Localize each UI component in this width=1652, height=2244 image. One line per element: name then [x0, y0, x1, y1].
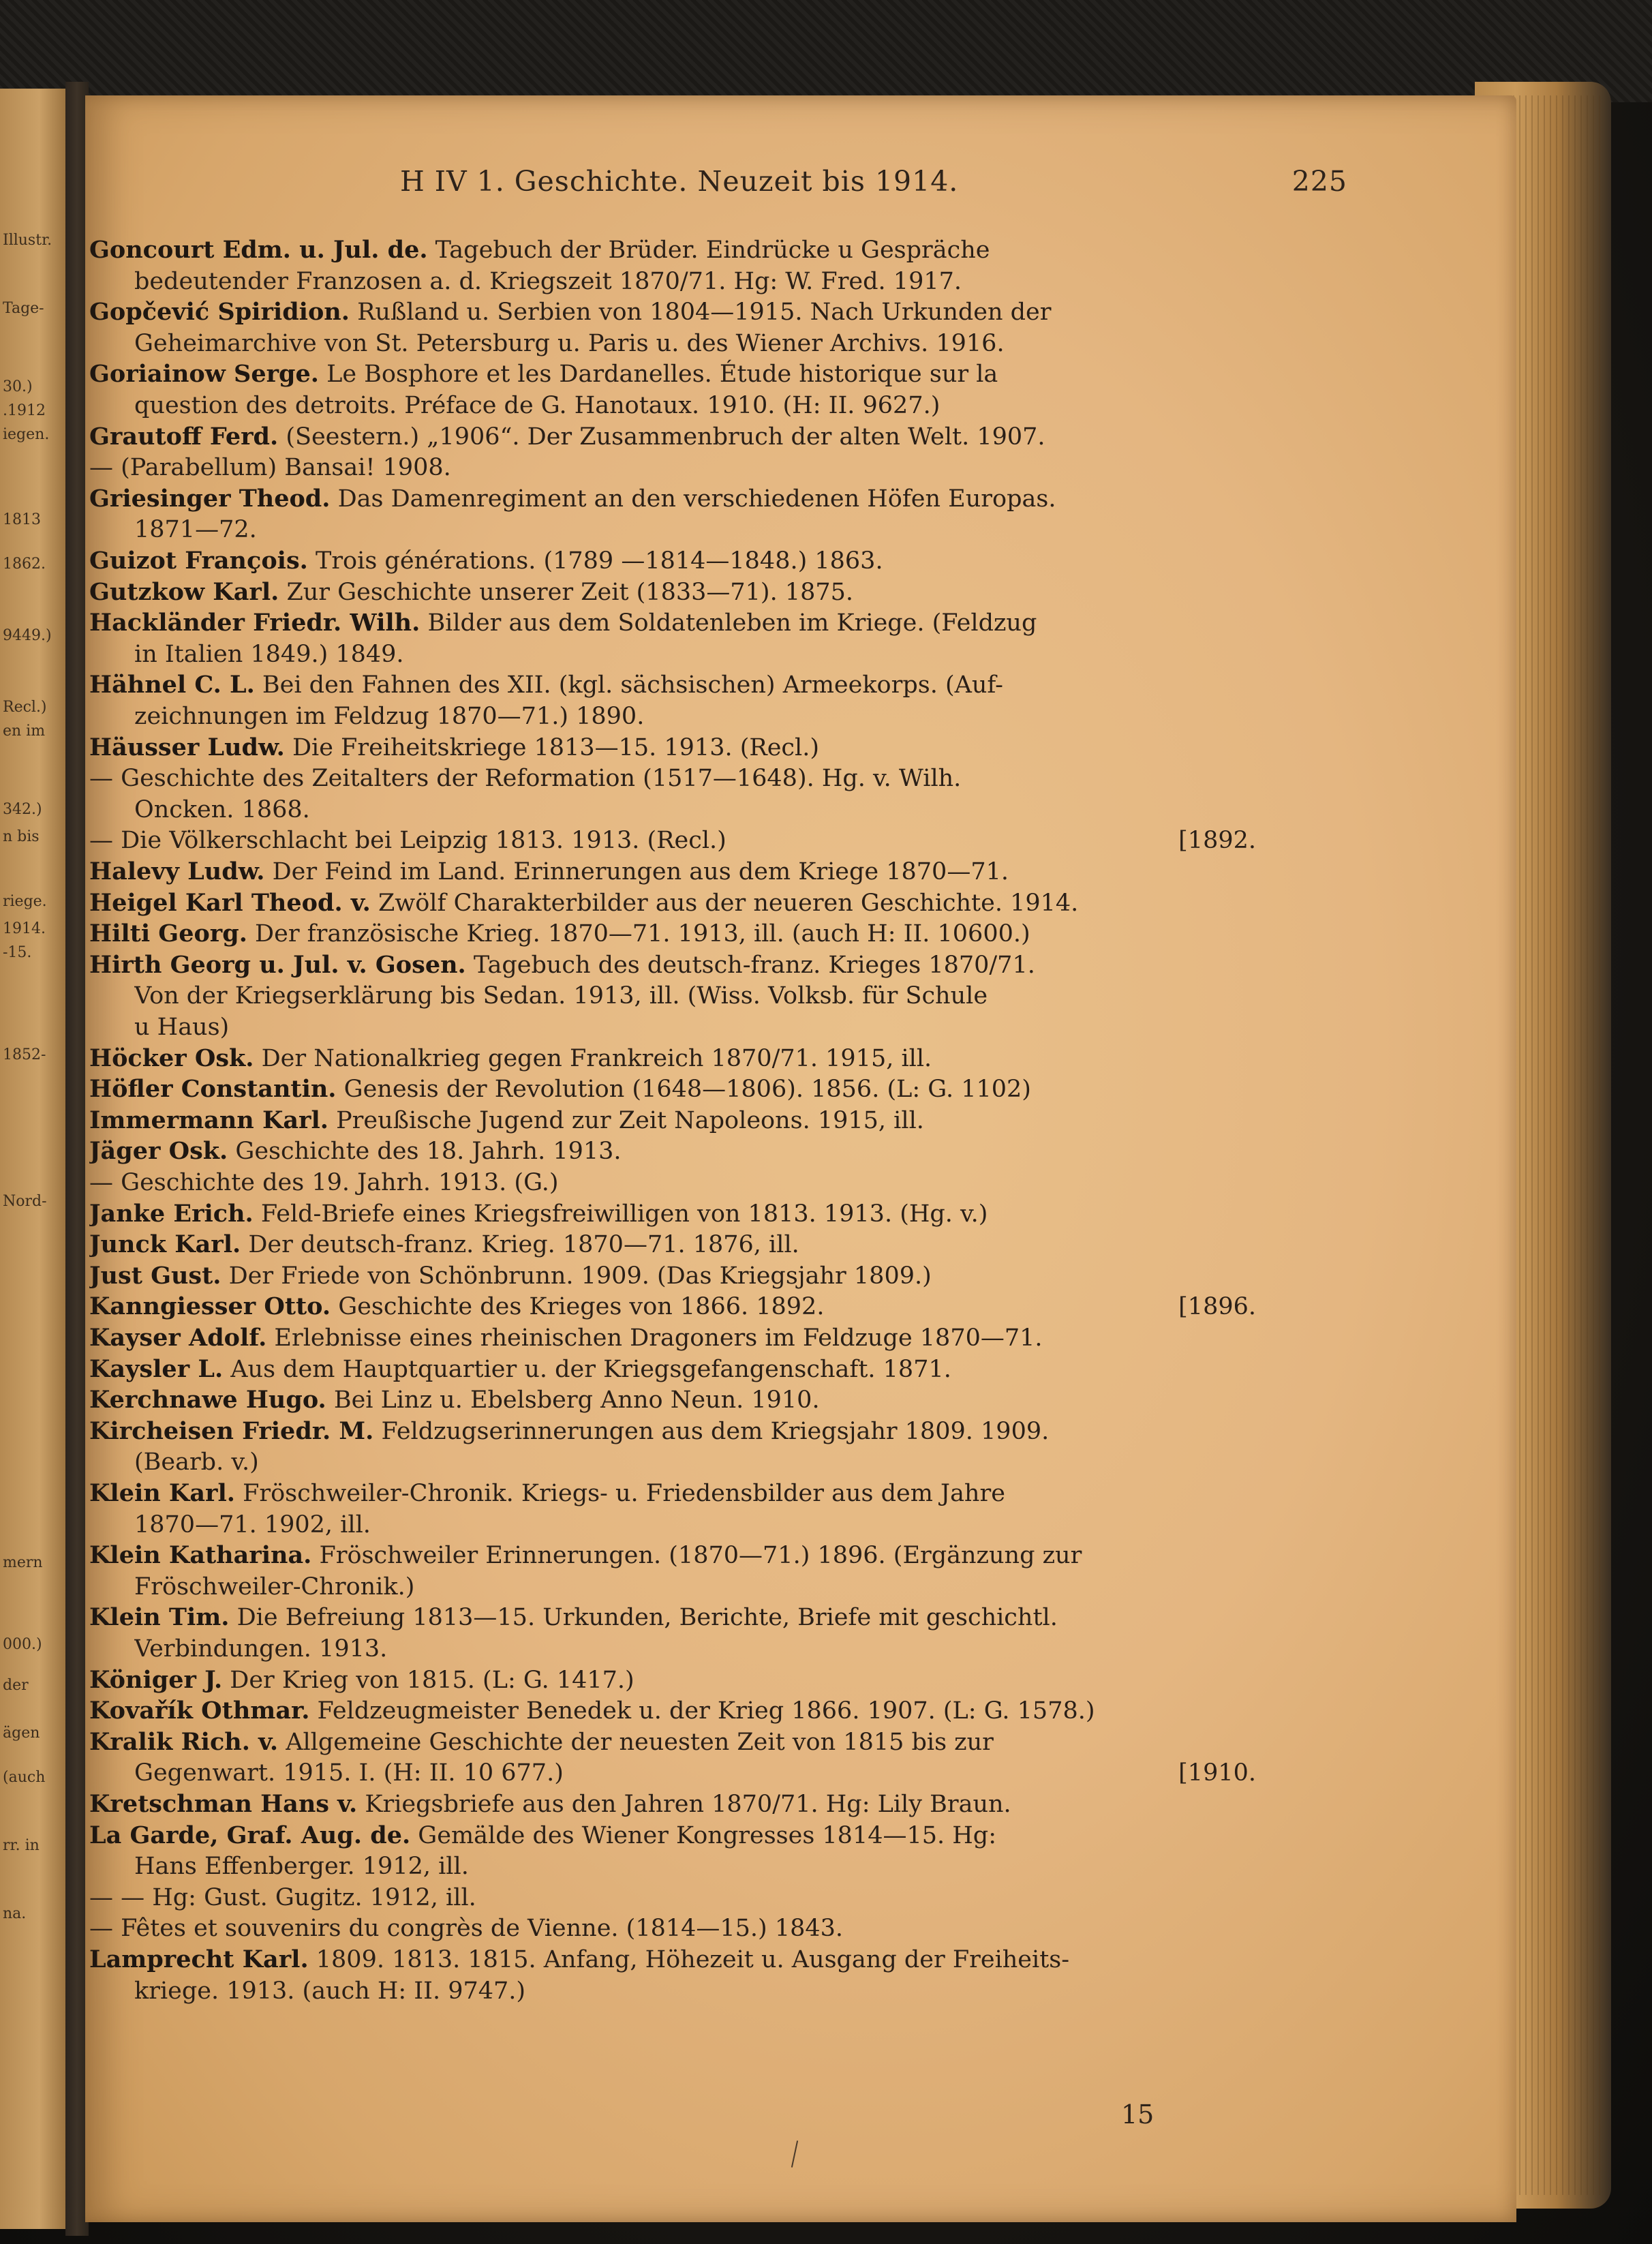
entry-line	[89, 484, 1256, 514]
entry-line	[89, 1696, 1256, 1726]
previous-page-fragment: riege.	[3, 893, 47, 910]
entry-text: (Seestern.) „1906“. Der Zusammenbruch der alten Welt. 1907.	[278, 423, 1045, 451]
entry-text: Der französische Krieg. 1870—71. 1913, ill. (auch H: II. 10600.)	[247, 920, 1030, 948]
entry-text: 1871—72.	[134, 516, 257, 544]
entry-text: — Fêtes et souvenirs du congrès de Vienne. (1814—15.) 1843.	[89, 1915, 844, 1943]
entry-text: Gegenwart. 1915. I. (H: II. 10 677.)	[134, 1759, 564, 1787]
entry-year-bracket: [1910.	[1178, 1759, 1256, 1787]
entry-text: Tagebuch des deutsch-franz. Krieges 1870/71.	[465, 951, 1035, 979]
entry-line	[89, 608, 1256, 638]
entry-text: u Haus)	[134, 1014, 230, 1041]
entry-line	[134, 1447, 1256, 1477]
previous-page-fragment: -15.	[3, 944, 32, 961]
entry-author: Griesinger Theod.	[89, 484, 331, 513]
entry-text: Tagebuch der Brüder. Eindrücke u Gespräche	[427, 237, 990, 264]
page-number: 225	[1291, 165, 1347, 198]
entry-text: Der Krieg von 1815. (L: G. 1417.)	[222, 1666, 634, 1694]
entry-line	[89, 546, 1256, 576]
entry-text: Der Friede von Schönbrunn. 1909. (Das Kriegsjahr 1809.)	[221, 1262, 932, 1290]
entry-line	[89, 950, 1256, 980]
entry-line	[134, 329, 1256, 359]
entry-author: Grautoff Ferd.	[89, 422, 279, 451]
entry-author: Häusser Ludw.	[89, 733, 285, 761]
previous-page-fragment: n bis	[3, 828, 40, 845]
entry-text: question des detroits. Préface de G. Hanotaux. 1910. (H: II. 9627.)	[134, 392, 940, 419]
entry-author: La Garde, Graf. Aug. de.	[89, 1821, 411, 1849]
entry-line	[89, 1416, 1256, 1446]
entry-line	[134, 1851, 1256, 1881]
previous-page-fragment: 1914.	[3, 920, 46, 937]
entry-text: Der deutsch-franz. Krieg. 1870—71. 1876, ill.	[241, 1231, 799, 1259]
entry-author: Goriainow Serge.	[89, 360, 319, 389]
entry-line	[134, 515, 1256, 545]
entry-line	[89, 1044, 1256, 1074]
entry-author: Klein Katharina.	[89, 1541, 312, 1570]
entry-author: Hähnel C. L.	[89, 671, 255, 699]
previous-page-fragment: Illustr.	[3, 232, 52, 249]
entry-text: Hans Effenberger. 1912, ill.	[134, 1853, 469, 1881]
entry-line	[134, 267, 1256, 297]
entry-line	[89, 1541, 1256, 1571]
entry-author: Hackländer Friedr. Wilh.	[89, 609, 420, 637]
book-page	[85, 95, 1516, 2222]
entry-text: Le Bosphore et les Dardanelles. Étude historique sur la	[318, 361, 998, 389]
entry-line	[89, 1261, 1256, 1291]
entry-author: Halevy Ludw.	[89, 858, 265, 885]
entry-line	[134, 1572, 1256, 1602]
entry-author: Kayser Adolf.	[89, 1324, 267, 1352]
header-title: H IV 1. Geschichte. Neuzeit bis 1914.	[400, 165, 959, 198]
entry-author: Kaysler L.	[89, 1354, 224, 1383]
entry-line	[89, 1199, 1256, 1229]
entry-line	[89, 1385, 1256, 1415]
entry-text: Oncken. 1868.	[134, 795, 310, 823]
entry-line	[89, 1603, 1256, 1633]
entry-line	[89, 763, 1256, 793]
entry-line	[89, 670, 1256, 700]
entry-text: Genesis der Revolution (1648—1806). 1856. (L: G. 1102)	[336, 1076, 1031, 1104]
entry-line	[89, 1074, 1256, 1104]
entry-text: kriege. 1913. (auch H: II. 9747.)	[134, 1977, 526, 2005]
entry-line	[89, 422, 1256, 452]
previous-page-fragment: Tage-	[3, 300, 44, 317]
previous-page-sliver	[0, 89, 65, 2229]
previous-page-fragment: 000.)	[3, 1636, 42, 1653]
entry-author: Gopčević Spiridion.	[89, 298, 350, 327]
entry-author: Guizot François.	[89, 547, 308, 575]
previous-page-fragment: 9449.)	[3, 627, 52, 644]
entry-line	[89, 825, 1256, 855]
entry-line	[134, 1976, 1256, 2006]
entry-text: in Italien 1849.) 1849.	[134, 640, 404, 668]
entry-text: Zwölf Charakterbilder aus der neueren Geschichte. 1914.	[370, 889, 1079, 917]
entry-author: Königer J.	[89, 1665, 223, 1694]
entry-author: Just Gust.	[89, 1261, 221, 1290]
previous-page-fragment: 1813	[3, 511, 41, 528]
entry-line	[89, 359, 1256, 389]
entry-text: (Bearb. v.)	[134, 1449, 259, 1476]
entry-line	[89, 1479, 1256, 1508]
entry-author: Klein Tim.	[89, 1603, 230, 1632]
entry-author: Janke Erich.	[89, 1199, 254, 1228]
entry-line	[89, 888, 1256, 918]
entry-text: Das Damenregiment an den verschiedenen Höfen Europas.	[330, 485, 1056, 513]
previous-page-fragment: 342.)	[3, 801, 42, 818]
entry-line	[89, 1230, 1256, 1260]
entry-author: Kovařík Othmar.	[89, 1697, 310, 1725]
entry-text: Verbindungen. 1913.	[134, 1635, 388, 1663]
entry-text: 1870—71. 1902, ill.	[134, 1511, 371, 1538]
entry-text: Von der Kriegserklärung bis Sedan. 1913, ill. (Wiss. Volksb. für Schule	[134, 982, 988, 1010]
entry-line	[89, 733, 1256, 763]
entry-line	[89, 1789, 1256, 1819]
previous-page-fragment: .1912	[3, 402, 46, 419]
entry-line	[89, 1106, 1256, 1136]
previous-page-fragment: ägen	[3, 1725, 40, 1742]
entry-line	[89, 1136, 1256, 1166]
entry-line	[89, 1354, 1256, 1384]
entry-text: — (Parabellum) Bansai! 1908.	[89, 454, 451, 482]
entry-line	[89, 1883, 1256, 1913]
bibliography-list	[85, 95, 1516, 2222]
entry-text: Bei Linz u. Ebelsberg Anno Neun. 1910.	[326, 1386, 820, 1414]
entry-author: Kralik Rich. v.	[89, 1727, 279, 1756]
entry-author: Hirth Georg u. Jul. v. Gosen.	[89, 950, 466, 979]
entry-line	[134, 639, 1256, 669]
entry-author: Hilti Georg.	[89, 920, 247, 948]
entry-line	[134, 1758, 1256, 1788]
entry-line	[134, 795, 1256, 825]
entry-author: Höfler Constantin.	[89, 1075, 337, 1104]
entry-text: Allgemeine Geschichte der neuesten Zeit von 1815 bis zur	[278, 1728, 994, 1756]
entry-author: Heigel Karl Theod. v.	[89, 888, 371, 917]
previous-page-fragment: (auch	[3, 1769, 46, 1786]
entry-text: Feldzugserinnerungen aus dem Kriegsjahr 1809. 1909.	[373, 1417, 1050, 1445]
entry-text: Gemälde des Wiener Kongresses 1814—15. Hg:	[410, 1821, 996, 1849]
entry-line	[89, 1821, 1256, 1851]
entry-text: Geschichte des 18. Jahrh. 1913.	[228, 1138, 622, 1166]
previous-page-fragment: iegen.	[3, 426, 50, 443]
entry-line	[89, 297, 1256, 327]
previous-page-fragment: der	[3, 1677, 29, 1694]
entry-author: Kanngiesser Otto.	[89, 1292, 331, 1321]
entry-author: Immermann Karl.	[89, 1106, 328, 1134]
entry-text: Erlebnisse eines rheinischen Dragoners im Feldzuge 1870—71.	[266, 1324, 1043, 1352]
entry-line	[89, 1168, 1256, 1198]
entry-line	[89, 919, 1256, 949]
entry-line	[89, 1945, 1256, 1975]
entry-line	[89, 1323, 1256, 1353]
entry-text: Geheimarchive von St. Petersburg u. Paris u. des Wiener Archivs. 1916.	[134, 329, 1005, 357]
entry-line	[89, 577, 1256, 607]
entry-line	[89, 1913, 1256, 1943]
entry-author: Gutzkow Karl.	[89, 577, 279, 606]
previous-page-fragment: na.	[3, 1905, 27, 1922]
entry-text: Der Feind im Land. Erinnerungen aus dem Kriege 1870—71.	[264, 858, 1009, 885]
entry-text: bedeutender Franzosen a. d. Kriegszeit 1870/71. Hg: W. Fred. 1917.	[134, 267, 962, 295]
entry-author: Kerchnawe Hugo.	[89, 1386, 326, 1414]
entry-text: Trois générations. (1789 —1814—1848.) 1863.	[307, 547, 883, 575]
entry-line	[134, 1634, 1256, 1664]
entry-text: Die Befreiung 1813—15. Urkunden, Berichte, Briefe mit geschichtl.	[229, 1604, 1058, 1632]
entry-text: Bilder aus dem Soldatenleben im Kriege. (Feldzug	[420, 609, 1037, 637]
entry-text: — — Hg: Gust. Gugitz. 1912, ill.	[89, 1883, 476, 1911]
entry-line	[89, 857, 1256, 887]
previous-page-fragment: 30.)	[3, 378, 33, 395]
entry-line	[89, 1292, 1256, 1322]
entry-text: Geschichte des Krieges von 1866. 1892.	[331, 1293, 825, 1321]
previous-page-fragment: 1852-	[3, 1046, 46, 1063]
entry-text: Zur Geschichte unserer Zeit (1833—71). 1875.	[279, 578, 854, 606]
entry-year-bracket: [1892.	[1178, 827, 1256, 855]
entry-text: Kriegsbriefe aus den Jahren 1870/71. Hg: Lily Braun.	[357, 1791, 1011, 1818]
signature-mark: 15	[1121, 2099, 1154, 2129]
previous-page-fragment: rr. in	[3, 1837, 40, 1854]
entry-author: Kretschman Hans v.	[89, 1790, 358, 1818]
entry-text: Rußland u. Serbien von 1804—1915. Nach Urkunden der	[349, 299, 1052, 327]
previous-page-fragment: Nord-	[3, 1193, 47, 1210]
entry-line	[134, 391, 1256, 421]
entry-text: Preußische Jugend zur Zeit Napoleons. 1915, ill.	[328, 1106, 924, 1134]
entry-line	[134, 981, 1256, 1011]
entry-text: Bei den Fahnen des XII. (kgl. sächsischen) Armeekorps. (Auf-	[254, 671, 1003, 699]
entry-text: Fröschweiler-Chronik.)	[134, 1573, 415, 1601]
previous-page-fragment: 1862.	[3, 556, 46, 573]
entry-text: Feld-Briefe eines Kriegsfreiwilligen von 1813. 1913. (Hg. v.)	[253, 1200, 988, 1228]
entry-text: Fröschweiler Erinnerungen. (1870—71.) 1896. (Ergänzung zur	[311, 1542, 1082, 1570]
entry-line	[134, 1510, 1256, 1540]
entry-line	[89, 235, 1256, 265]
entry-author: Junck Karl.	[89, 1230, 241, 1259]
entry-author: Kircheisen Friedr. M.	[89, 1416, 374, 1445]
entry-line	[89, 453, 1256, 483]
entry-author: Jäger Osk.	[89, 1137, 228, 1166]
entry-author: Lamprecht Karl.	[89, 1945, 309, 1973]
previous-page-fragment: Recl.)	[3, 699, 47, 716]
entry-text: Die Freiheitskriege 1813—15. 1913. (Recl.)	[284, 733, 820, 761]
entry-line	[134, 701, 1256, 731]
entry-author: Klein Karl.	[89, 1479, 235, 1507]
entry-text: Der Nationalkrieg gegen Frankreich 1870/71. 1915, ill.	[254, 1044, 932, 1072]
entry-author: Goncourt Edm. u. Jul. de.	[89, 236, 428, 264]
previous-page-fragment: mern	[3, 1554, 43, 1571]
entry-text: zeichnungen im Feldzug 1870—71.) 1890.	[134, 703, 645, 730]
entry-text: 1809. 1813. 1815. Anfang, Höhezeit u. Ausgang der Freiheits-	[308, 1946, 1070, 1973]
previous-page-fragment: en im	[3, 723, 46, 740]
entry-author: Höcker Osk.	[89, 1044, 254, 1072]
entry-line	[89, 1727, 1256, 1757]
entry-text: Aus dem Hauptquartier u. der Kriegsgefangenschaft. 1871.	[223, 1355, 951, 1383]
entry-text: — Geschichte des 19. Jahrh. 1913. (G.)	[89, 1169, 559, 1196]
entry-text: Fröschweiler-Chronik. Kriegs- u. Friedensbilder aus dem Jahre	[234, 1480, 1005, 1507]
entry-line	[134, 1012, 1256, 1042]
entry-text: — Geschichte des Zeitalters der Reformation (1517—1648). Hg. v. Wilh.	[89, 765, 962, 793]
entry-year-bracket: [1896.	[1178, 1293, 1256, 1321]
entry-text: Feldzeugmeister Benedek u. der Krieg 1866. 1907. (L: G. 1578.)	[309, 1697, 1095, 1725]
book-cover-cloth	[0, 0, 1652, 102]
entry-text: — Die Völkerschlacht bei Leipzig 1813. 1913. (Recl.)	[89, 827, 726, 855]
entry-line	[89, 1665, 1256, 1695]
